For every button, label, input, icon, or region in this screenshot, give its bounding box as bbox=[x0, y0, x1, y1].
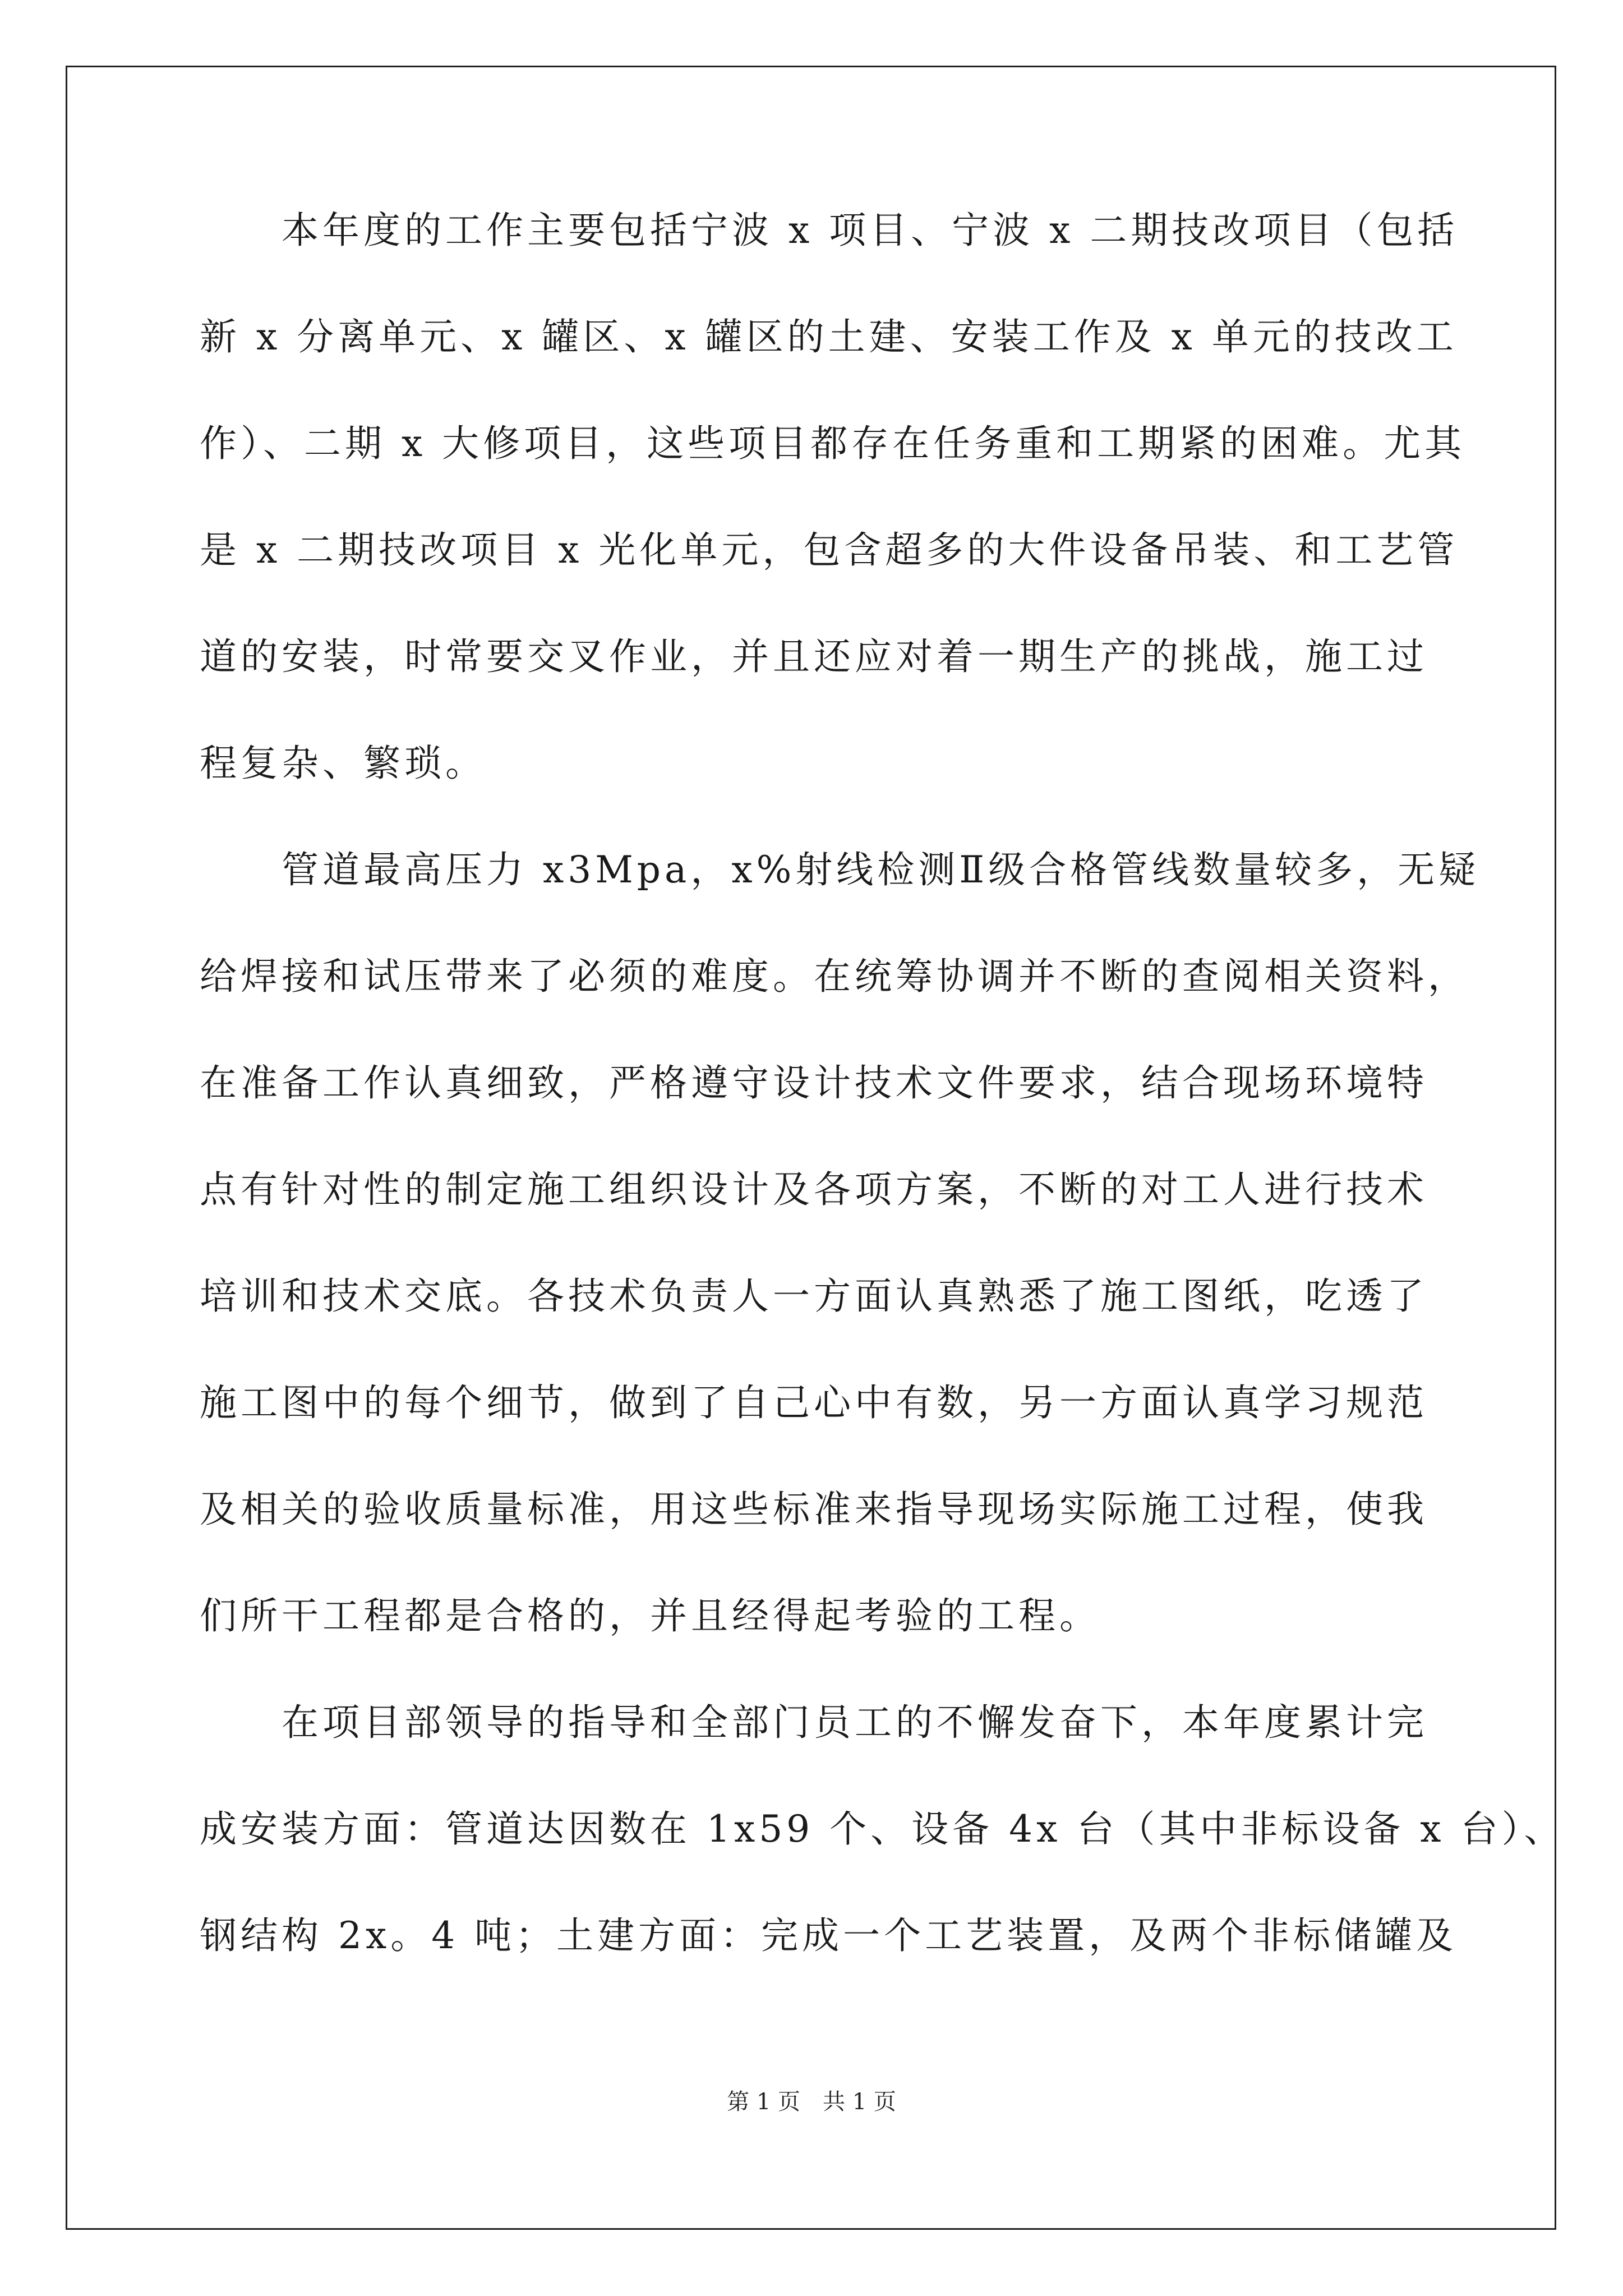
text-line: 们所干工程都是合格的，并且经得起考验的工程。 bbox=[200, 1594, 1100, 1637]
text-line: 管道最高压力 x3Mpa，x%射线检测Ⅱ级合格管线数量较多，无疑 bbox=[282, 848, 1480, 891]
text-line: 成安装方面：管道达因数在 1x59 个、设备 4x 台（其中非标设备 x 台）、 bbox=[200, 1807, 1565, 1851]
text-line: 施工图中的每个细节，做到了自己心中有数，另一方面认真学习规范 bbox=[200, 1381, 1428, 1424]
text-line: 点有针对性的制定施工组织设计及各项方案，不断的对工人进行技术 bbox=[200, 1168, 1428, 1211]
text-line: 培训和技术交底。各技术负责人一方面认真熟悉了施工图纸，吃透了 bbox=[200, 1274, 1428, 1318]
text-line: 及相关的验收质量标准，用这些标准来指导现场实际施工过程，使我 bbox=[200, 1488, 1428, 1531]
text-line: 道的安装，时常要交叉作业，并且还应对着一期生产的挑战，施工过 bbox=[200, 635, 1428, 678]
text-line: 钢结构 2x。4 吨；土建方面：完成一个工艺装置，及两个非标储罐及 bbox=[200, 1914, 1458, 1957]
text-line: 程复杂、繁琐。 bbox=[200, 742, 486, 785]
document-body bbox=[200, 209, 1565, 2024]
page-number-footer: 第 1 页 共 1 页 bbox=[727, 2089, 896, 2115]
text-line: 给焊接和试压带来了必须的难度。在统筹协调并不断的查阅相关资料， bbox=[200, 955, 1469, 998]
text-line: 作）、二期 x 大修项目，这些项目都存在任务重和工期紧的困难。尤其 bbox=[200, 422, 1466, 465]
text-line: 本年度的工作主要包括宁波 x 项目、宁波 x 二期技改项目（包括 bbox=[282, 209, 1459, 252]
text-line: 在准备工作认真细致，严格遵守设计技术文件要求，结合现场环境特 bbox=[200, 1061, 1428, 1105]
text-line: 在项目部领导的指导和全部门员工的不懈发奋下，本年度累计完 bbox=[282, 1701, 1428, 1744]
text-line: 新 x 分离单元、x 罐区、x 罐区的土建、安装工作及 x 单元的技改工 bbox=[200, 315, 1458, 358]
text-line: 是 x 二期技改项目 x 光化单元，包含超多的大件设备吊装、和工艺管 bbox=[200, 528, 1459, 572]
